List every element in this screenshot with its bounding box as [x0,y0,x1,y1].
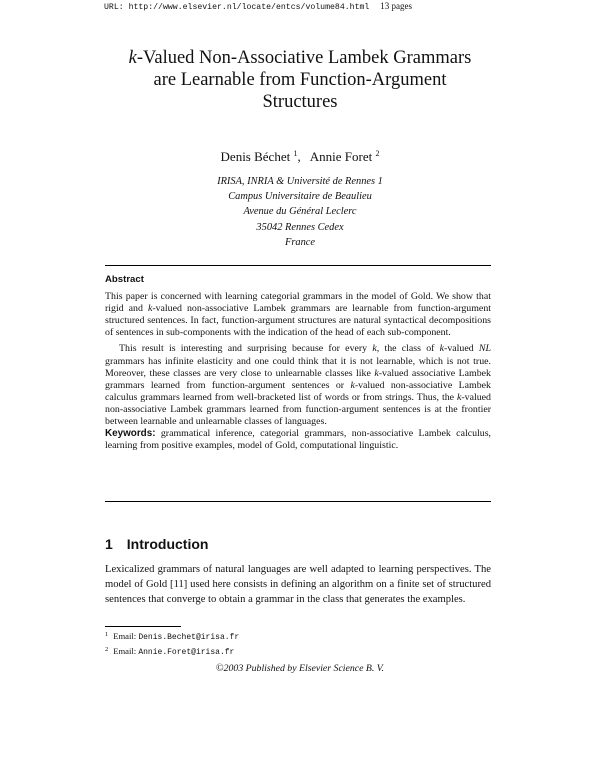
keywords [105,428,491,452]
title-line-3: Structures [262,92,338,112]
affiliation-line: Campus Universitaire de Beaulieu [228,191,372,203]
math-k: k [456,391,462,403]
header-page-count: 13 pages [380,1,412,11]
abstract-text: This result is interesting and surprising because for every [119,343,373,355]
introduction-paragraph [105,562,491,607]
affiliation-line: IRISA, INRIA & Université de Rennes 1 [217,176,383,187]
section-heading [105,536,208,552]
abstract-text: -valued [444,343,479,355]
abstract-text: -valued non-associative Lambek calculus grammars learned from well-bracketed list of words or from strings. Thus, the [105,379,491,403]
abstract-text: , the class of [376,343,440,355]
author-1-footnote-mark: 1 [293,149,298,158]
section-number: 1 [105,536,113,552]
author-list [0,149,600,165]
intro-text: Lexicalized grammars of natural languages are well adapted to learning perspectives. The model of Gold [ [105,564,491,591]
title-line-2: are Learnable from Function-Argument [153,70,447,90]
footnote-mark: 1 [105,631,109,638]
author-separator: , [297,149,301,164]
citation-link[interactable]: 11 [173,579,184,591]
title-line-1 [0,47,600,69]
abstract-text: -valued associative Lambek grammars learned from function-argument sentences or [105,367,491,391]
footnote-mark: 2 [105,646,109,653]
affiliation-line: 35042 Rennes Cedex [256,221,344,233]
abstract-paragraph-1 [105,291,491,339]
abstract-top-rule [105,265,491,266]
math-k: k [147,303,153,315]
title-k-variable: k [128,48,137,68]
footnote-label: Email: [113,646,137,656]
abstract-text: This paper is concerned with learning categorial grammars in the model of Gold. We show that rigid and [105,291,491,315]
author-2-footnote-mark: 2 [375,149,380,158]
footnote-label: Email: [113,631,137,641]
paper-title [0,47,600,113]
copyright-symbol: © [216,663,224,674]
abstract-text: -valued non-associative Lambek grammars learned from function-argument sentences is at the frontier between learnable and unlearnable classes of languages. [105,391,491,428]
math-k: k [372,343,377,355]
footnote-rule [105,626,181,627]
abstract-paragraph-2 [105,343,491,428]
intro-text: ] used here consists in defining an algorithm on a finite set of structured sentences that converge to obtain a grammar in the class that generates the examples. [105,579,491,606]
author-2: Annie Foret [309,149,373,164]
copyright-line [0,663,600,674]
introduction-text [105,562,491,607]
affiliation-line: France [284,236,315,248]
email-link[interactable]: Annie.Foret@irisa.fr [138,648,235,657]
page-header [104,1,412,12]
math-nl: NL [478,343,491,355]
math-k: k [374,367,379,379]
abstract-heading: Abstract [105,274,144,285]
affiliation-line: Avenue du Général Leclerc [243,206,357,218]
footnotes [105,629,239,659]
math-k: k [439,343,445,355]
email-link[interactable]: Denis.Bechet@irisa.fr [138,633,240,642]
abstract [105,274,491,452]
abstract-text: grammars has infinite elasticity and one could think that it is not learnable, which is not true. Moreover, these classes are very close to unlearnable classes like [105,355,491,379]
title-line-1-text: -Valued Non-Associative Lambek Grammars [136,48,472,68]
footnote-1 [105,629,239,644]
author-1: Denis Béchet [220,149,291,164]
copyright-text: 2003 Published by Elsevier Science B. V. [223,663,384,674]
keywords-label: Keywords: [105,428,156,440]
keywords-text: grammatical inference, categorial grammars, non-associative Lambek calculus, learning from positive examples, model of Gold, computational linguistic. [105,428,492,452]
footnote-2 [105,644,239,659]
abstract-bottom-rule [105,501,491,502]
header-url[interactable]: URL: http://www.elsevier.nl/locate/entcs/volume84.html [104,3,370,12]
section-title: Introduction [126,536,209,552]
abstract-text: -valued non-associative Lambek grammars are learnable from function-argument structured sentences. In fact, function-argument structures are natural syntactical decompositions of sentences in sub-components with the indication of the head of each sub-component. [105,303,491,339]
affiliation-block [0,174,600,250]
math-k: k [350,379,355,391]
